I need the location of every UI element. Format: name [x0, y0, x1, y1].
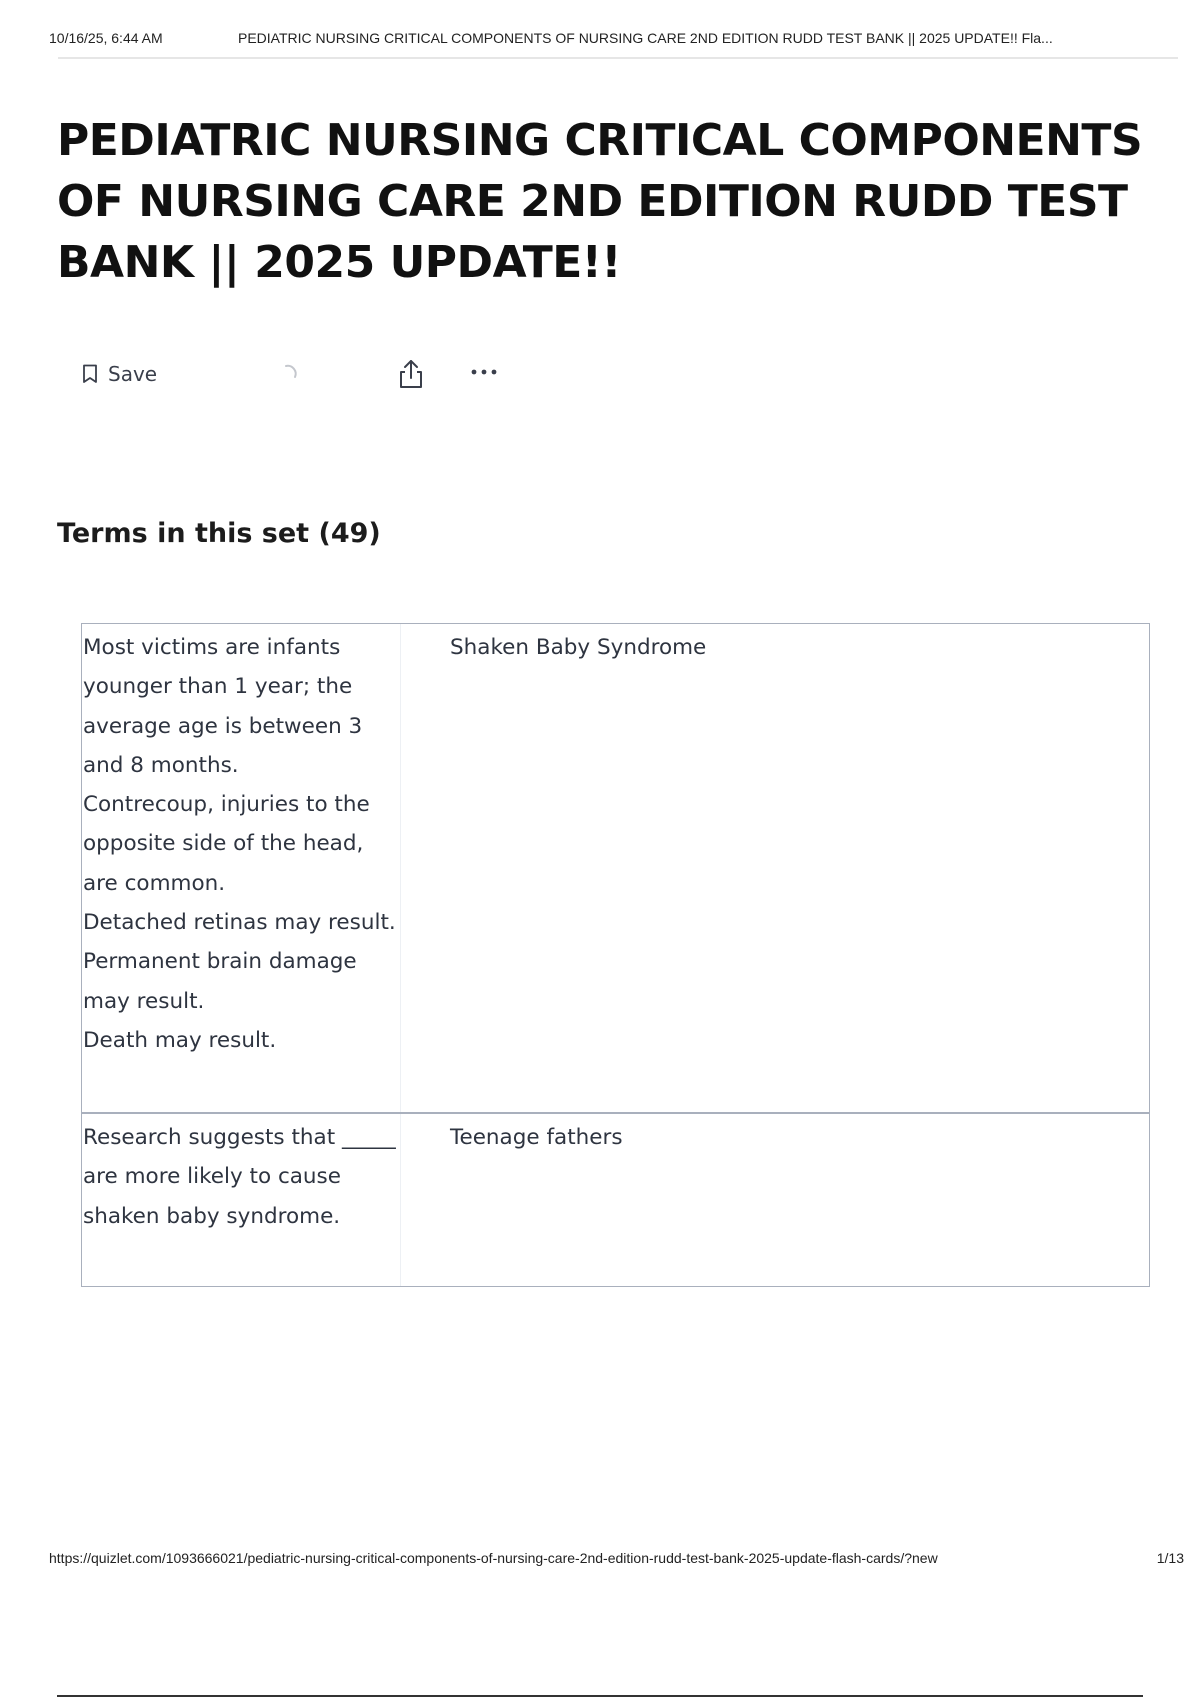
share-button[interactable]	[396, 358, 426, 395]
term-row	[82, 1112, 1149, 1286]
save-button[interactable]	[82, 362, 157, 386]
action-bar	[82, 358, 582, 394]
print-url: https://quizlet.com/1093666021/pediatric-nursing-critical-components-of-nursing-care-2nd-edition-rudd-test-bank-2025-update-flash-cards/?new	[49, 1550, 938, 1566]
header-divider	[58, 57, 1178, 59]
bookmark-icon	[82, 364, 98, 384]
more-options-button[interactable]	[470, 362, 500, 387]
save-button-label: Save	[108, 362, 158, 386]
print-date: 10/16/25, 6:44 AM	[49, 30, 163, 46]
terms-table	[81, 623, 1150, 1287]
term-definition: Most victims are infants younger than 1 year; the average age is between 3 and 8 months. Contrecoup, injuries to the opposite side of the head, are common. Detached retinas may result. Permanent brain damage may result. Death may result.	[82, 624, 401, 1112]
term-word: Shaken Baby Syndrome	[450, 635, 707, 660]
share-icon	[396, 358, 426, 390]
terms-heading: Terms in this set (49)	[57, 518, 381, 549]
term-definition: Research suggests that _____ are more likely to cause shaken baby syndrome.	[82, 1114, 401, 1286]
bottom-divider	[57, 1695, 1143, 1697]
loading-spinner-icon	[277, 363, 299, 385]
term-row	[82, 624, 1149, 1112]
print-document-title: PEDIATRIC NURSING CRITICAL COMPONENTS OF NURSING CARE 2ND EDITION RUDD TEST BANK || 2025 UPDATE!! Fla...	[238, 30, 1053, 46]
more-options-icon	[470, 362, 500, 382]
page-number: 1/13	[1156, 1550, 1184, 1566]
set-title: PEDIATRIC NURSING CRITICAL COMPONENTS OF NURSING CARE 2ND EDITION RUDD TEST BANK || 2025 UPDATE!!	[57, 115, 1143, 288]
term-word: Teenage fathers	[450, 1125, 623, 1150]
